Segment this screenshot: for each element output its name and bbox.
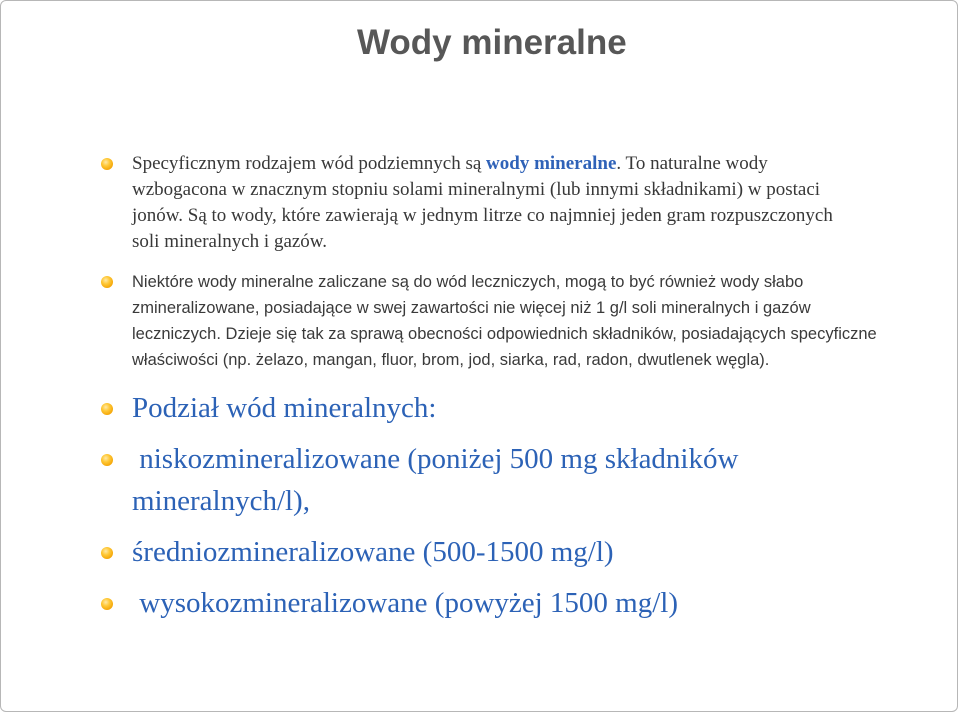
bullet-icon bbox=[101, 158, 113, 170]
list-item bbox=[101, 387, 901, 429]
category-text: niskozmineralizowane (poniżej 500 mg składników mineralnych/l), bbox=[132, 443, 746, 517]
category-text: wysokozmineralizowane (powyżej 1500 mg/l) bbox=[132, 587, 679, 619]
highlight-term: wody mineralne bbox=[486, 153, 617, 174]
bullet-icon bbox=[101, 276, 113, 288]
bullet-icon bbox=[101, 547, 113, 559]
list-item bbox=[101, 151, 901, 255]
slide-title: Wody mineralne bbox=[357, 23, 627, 62]
list-item bbox=[101, 531, 901, 573]
bullet-icon bbox=[101, 598, 113, 610]
bullet-icon bbox=[101, 403, 113, 415]
category-text: średniozmineralizowane (500-1500 mg/l) bbox=[132, 536, 614, 568]
bullet-list bbox=[101, 151, 901, 624]
bullet-icon bbox=[101, 454, 113, 466]
bullet-text-part: . To naturalne wody wzbogacona w znacznym stopniu solami mineralnymi (lub innymi składnikami) w postaci jonów. Są to wody, które zawierają w jednym litrze co najmniej jeden gram rozpuszczonych soli mineralnych i gazów. bbox=[132, 153, 833, 252]
section-heading: Podział wód mineralnych: bbox=[132, 392, 437, 424]
list-item bbox=[101, 582, 901, 624]
bullet-text bbox=[132, 151, 862, 255]
list-item bbox=[101, 438, 901, 522]
list-item bbox=[101, 269, 901, 373]
bullet-text-part: Specyficznym rodzajem wód podziemnych są bbox=[132, 153, 487, 174]
bullet-text: Niektóre wody mineralne zaliczane są do wód leczniczych, mogą to być również wody słabo zmineralizowane, posiadające w swej zawartości nie więcej niż 1 g/l soli mineralnych i gazów leczniczych. Dzieje się tak za sprawą obecności odpowiednich składników, posiadających specyficzne właściwości (np. żelazo, mangan, fluor, brom, jod, siarka, rad, radon, dwutlenek węgla). bbox=[132, 273, 877, 369]
